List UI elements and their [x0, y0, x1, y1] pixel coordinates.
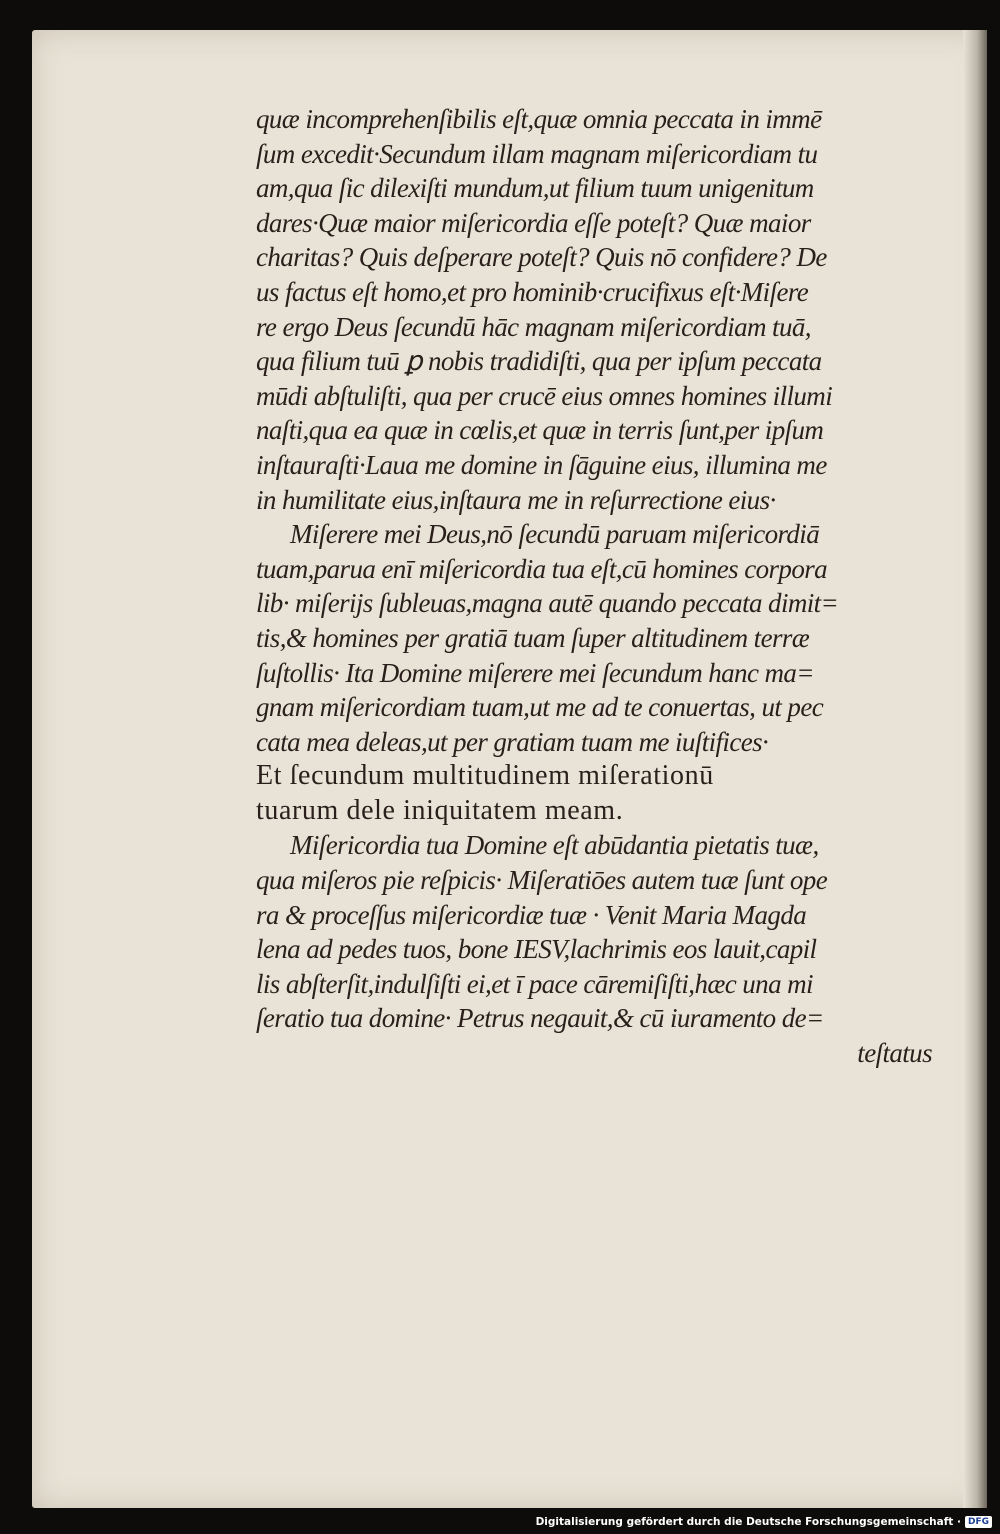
text-line: teſtatus [857, 1038, 932, 1069]
text-line: tuarum dele iniquitatem meam. [256, 794, 624, 826]
text-line: lib· miſerijs ſubleuas,magna autē quando peccata dimit= [256, 588, 839, 619]
text-line: am,qua ſic dilexiſti mundum,ut filium tuum unigenitum [256, 173, 814, 204]
text-line: lis abſterſit,indulſiſti ei,et ī pace cāremiſiſti,hæc una mi [256, 968, 813, 999]
digitization-credit [536, 1514, 992, 1530]
page-spine-shadow [963, 30, 987, 1508]
text-line: Et ſecundum multitudinem miſerationū [256, 760, 714, 792]
text-line: ſuſtollis· Ita Domine miſerere mei ſecundum hanc ma= [256, 657, 814, 688]
text-line: qua miſeros pie reſpicis· Miſeratiōes autem tuæ ſunt ope [256, 865, 828, 896]
credit-text: Digitalisierung gefördert durch die Deutsche Forschungsgemeinschaft · [535, 1516, 961, 1528]
text-line: re ergo Deus ſecundū hāc magnam miſericordiam tuā, [256, 311, 811, 342]
page-text-block [256, 102, 946, 1071]
text-line: naſti,qua ea quæ in cœlis,et quæ in terris ſunt,per ipſum [256, 415, 824, 446]
dfg-logo-icon: DFG [965, 1516, 992, 1528]
text-line: lena ad pedes tuos, bone IESV,lachrimis eos lauit,capil [256, 934, 817, 965]
text-line: tis,& homines per gratiā tuam ſuper altitudinem terræ [256, 622, 810, 653]
text-line: charitas? Quis deſperare poteſt? Quis nō confidere? De [256, 242, 827, 273]
text-line: inſtauraſti·Laua me domine in ſāguine eius, illumina me [256, 449, 827, 480]
text-line: Miſericordia tua Domine eſt abūdantia pietatis tuæ, [290, 830, 819, 861]
text-line: cata mea deleas,ut per gratiam tuam me iuſtifices· [256, 726, 769, 757]
text-line: in humilitate eius,inſtaura me in reſurrectione eius· [256, 484, 776, 515]
text-line: dares·Quæ maior miſericordia eſſe poteſt? Quæ maior [256, 207, 811, 238]
text-line: ſum excedit·Secundum illam magnam miſericordiam tu [256, 138, 818, 169]
text-line: us factus eſt homo,et pro hominib·crucifixus eſt·Miſere [256, 276, 809, 307]
text-line: tuam,parua enī miſericordia tua eſt,cū homines corpora [256, 553, 828, 584]
text-line: Miſerere mei Deus,nō ſecundū paruam miſericordiā [290, 519, 820, 550]
text-line: quæ incomprehenſibilis eſt,quæ omnia peccata in immē [256, 104, 822, 134]
text-line: gnam miſericordiam tuam,ut me ad te conuertas, ut pec [256, 692, 824, 723]
text-line: mūdi abſtuliſti, qua per crucē eius omnes homines illumi [256, 380, 833, 411]
text-line: qua filium tuū ꝑ nobis tradidiſti, qua per ipſum peccata [256, 346, 822, 377]
text-line: ſeratio tua domine· Petrus negauit,& cū iuramento de= [256, 1003, 824, 1034]
book-page [32, 30, 987, 1508]
text-line: ra & proceſſus miſericordiæ tuæ · Venit Maria Magda [256, 899, 807, 930]
